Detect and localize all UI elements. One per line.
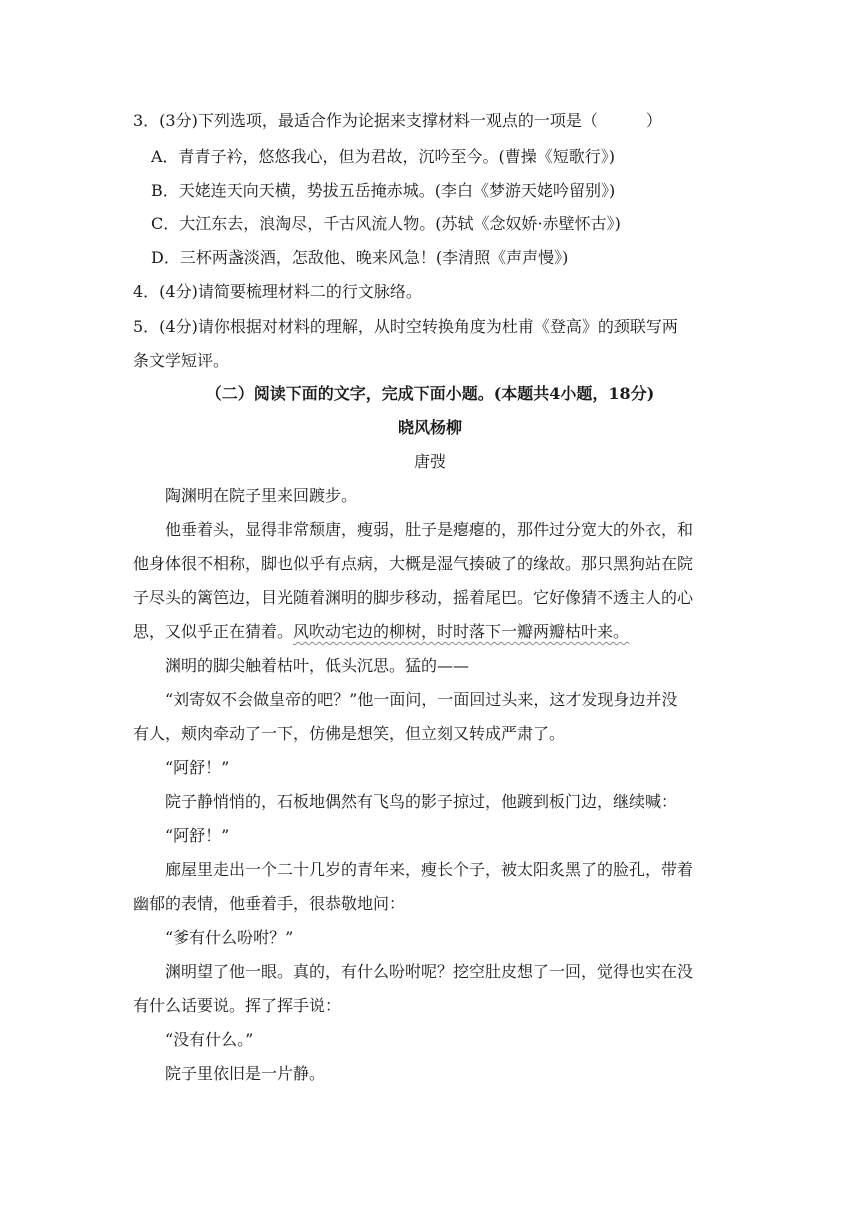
story-paragraph: 有人，颊肉牵动了一下，仿佛是想笑，但立刻又转成严肃了。 <box>133 724 566 743</box>
story-paragraph: “没有什么。” <box>165 1030 254 1049</box>
story-paragraph: 子尽头的篱笆边，目光随着渊明的脚步移动，摇着尾巴。它好像猜不透主人的心 <box>133 588 694 607</box>
story-paragraph: 院子里依旧是一片静。 <box>165 1064 326 1083</box>
story-paragraph: 陶渊明在院子里来回踱步。 <box>165 486 358 505</box>
story-paragraph: 他垂着头，显得非常颓唐，瘦弱，肚子是瘪瘪的，那件过分宽大的外衣，和 <box>165 520 694 539</box>
story-paragraph: 有什么话要说。挥了挥手说： <box>133 996 342 1015</box>
question-3: 3．(3分)下列选项，最适合作为论据来支撑材料一观点的一项是（ ） <box>133 111 662 130</box>
story-author: 唐弢 <box>413 452 446 471</box>
story-paragraph: 渊明望了他一眼。真的，有什么吩咐呢？挖空肚皮想了一回，觉得也实在没 <box>165 962 694 981</box>
story-paragraph <box>133 621 629 643</box>
story-paragraph: 廊屋里走出一个二十几岁的青年来，瘦长个子，被太阳炙黑了的脸孔，带着 <box>165 860 694 879</box>
option-c: C．大江东去，浪淘尽，千古风流人物。(苏轼《念奴娇·赤壁怀古》) <box>151 214 621 233</box>
question-4: 4．(4分)请简要梳理材料二的行文脉络。 <box>133 282 422 301</box>
story-paragraph: 渊明的脚尖触着枯叶，低头沉思。猛的—— <box>165 656 470 675</box>
story-paragraph: 院子静悄悄的，石板地偶然有飞鸟的影子掠过，他踱到板门边，继续喊： <box>165 792 678 811</box>
option-d: D．三杯两盏淡酒，怎敌他、晚来风急！(李清照《声声慢》) <box>151 248 569 267</box>
story-paragraph: “阿舒！” <box>165 826 230 845</box>
story-paragraph: “爹有什么吩咐？” <box>165 928 294 947</box>
story-paragraph: 他身体很不相称，脚也似乎有点病，大概是湿气揍破了的缘故。那只黑狗站在院 <box>133 554 694 573</box>
story-paragraph: “刘寄奴不会做皇帝的吧？”他一面问，一面回过头来，这才发现身边并没 <box>165 690 678 709</box>
story-paragraph: 幽郁的表情，他垂着手，很恭敬地问： <box>133 894 406 913</box>
question-5-line1: 5．(4分)请你根据对材料的理解，从时空转换角度为杜甫《登高》的颈联写两 <box>133 317 678 336</box>
story-title: 晓风杨柳 <box>397 418 462 437</box>
underlined-sentence: 风吹动宅边的柳树，时时落下一瓣两瓣枯叶来。 <box>293 622 630 641</box>
story-paragraph: “阿舒！” <box>165 758 230 777</box>
story-text: 思，又似乎正在猜着。 <box>133 622 294 641</box>
section-heading: （二）阅读下面的文字，完成下面小题。(本题共4小题，18分) <box>205 384 655 403</box>
option-a: A．青青子衿，悠悠我心，但为君故，沉吟至今。(曹操《短歌行》) <box>151 147 616 166</box>
question-5-line2: 条文学短评。 <box>133 351 230 370</box>
option-b: B．天姥连天向天横，势拔五岳掩赤城。(李白《梦游天姥吟留别》) <box>151 181 616 200</box>
